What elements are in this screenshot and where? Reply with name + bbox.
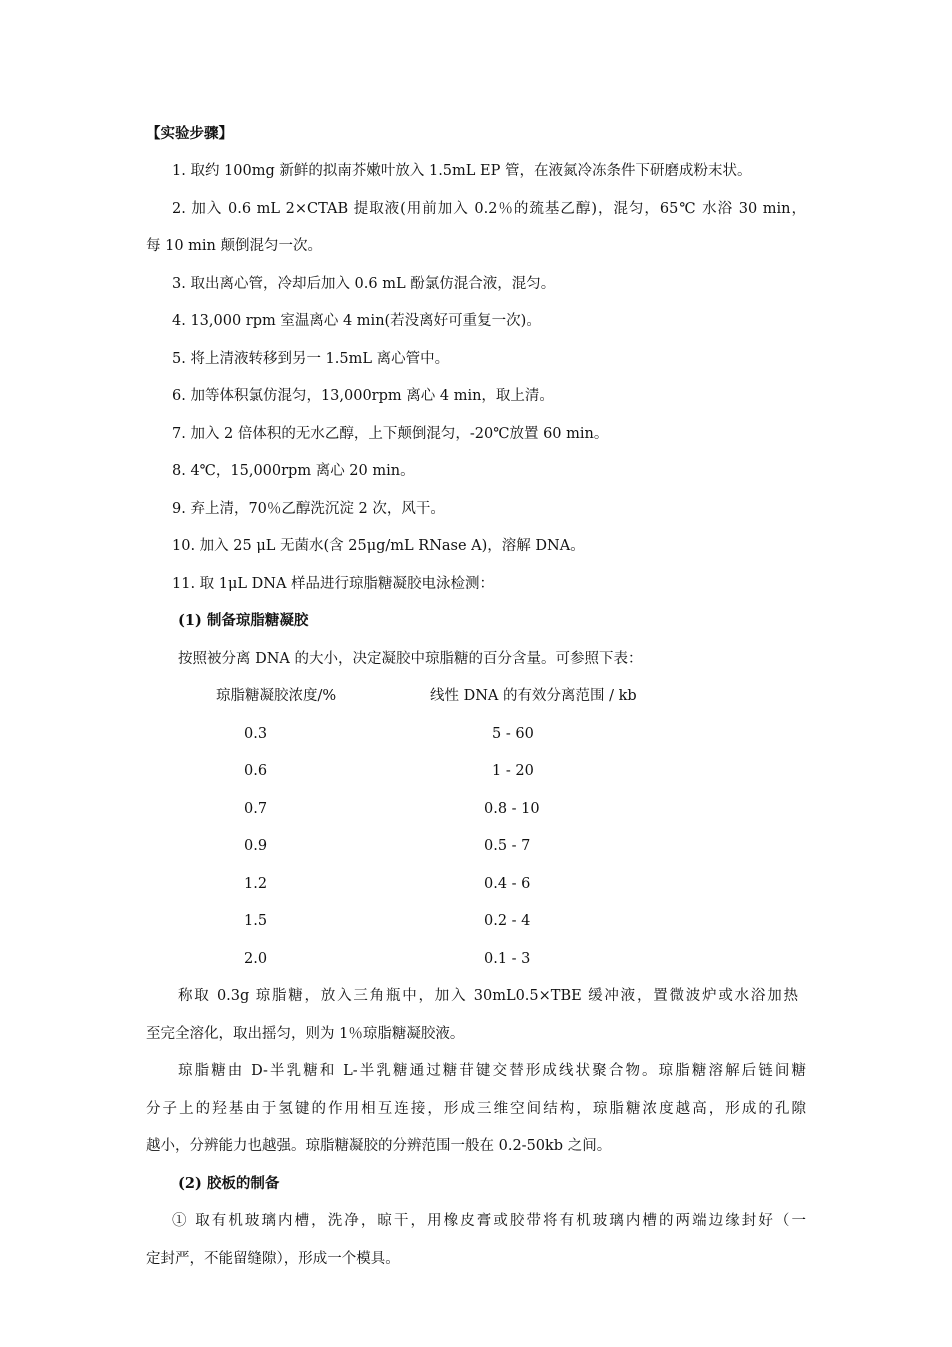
table-header-concentration: 琼脂糖凝胶浓度/% (216, 688, 337, 704)
table-cell-range: 0.1 - 3 (484, 951, 531, 967)
table-cell-concentration: 0.9 (244, 838, 268, 854)
step-2: 2. 加入 0.6 mL 2×CTAB 提取液(用前加入 0.2％的巯基乙醇)，混匀，65℃ 水浴 30 min， (172, 201, 806, 217)
step-6: 6. 加等体积氯仿混匀，13,000rpm 离心 4 min，取上清。 (172, 388, 554, 404)
subheading-prepare-gel: (1) 制备琼脂糖凝胶 (178, 612, 309, 629)
paragraph-plate-line-1: ① 取有机玻璃内槽，洗净，晾干，用橡皮膏或胶带将有机玻璃内槽的两端边缘封好（一 (172, 1213, 806, 1229)
table-cell-concentration: 0.6 (244, 763, 268, 779)
table-cell-range: 0.4 - 6 (484, 876, 531, 892)
paragraph-agarose-line-1: 琼脂糖由 D-半乳糖和 L-半乳糖通过糖苷键交替形成线状聚合物。琼脂糖溶解后链间糖 (178, 1063, 806, 1079)
step-10: 10. 加入 25 μL 无菌水(含 25μg/mL RNase A)，溶解 DNA。 (172, 538, 585, 554)
table-cell-concentration: 1.2 (244, 876, 268, 892)
step-5: 5. 将上清液转移到另一 1.5mL 离心管中。 (172, 351, 450, 367)
step-11: 11. 取 1μL DNA 样品进行琼脂糖凝胶电泳检测： (172, 576, 495, 592)
step-2-cont: 每 10 min 颠倒混匀一次。 (146, 238, 323, 254)
table-cell-concentration: 0.7 (244, 801, 268, 817)
table-cell-range: 5 - 60 (492, 726, 534, 742)
subheading-gel-plate: (2) 胶板的制备 (178, 1175, 280, 1192)
paragraph-agarose-line-3: 越小，分辨能力也越强。琼脂糖凝胶的分辨范围一般在 0.2-50kb 之间。 (146, 1138, 612, 1154)
table-cell-range: 0.5 - 7 (484, 838, 531, 854)
step-7: 7. 加入 2 倍体积的无水乙醇，上下颠倒混匀，-20℃放置 60 min。 (172, 426, 609, 442)
table-cell-range: 1 - 20 (492, 763, 534, 779)
table-cell-concentration: 2.0 (244, 951, 268, 967)
paragraph-agarose-line-2: 分子上的羟基由于氢键的作用相互连接，形成三维空间结构，琼脂糖浓度越高，形成的孔隙 (146, 1101, 806, 1117)
paragraph-weigh-line-2: 至完全溶化，取出摇匀，则为 1％琼脂糖凝胶液。 (146, 1026, 465, 1042)
table-cell-range: 0.8 - 10 (484, 801, 540, 817)
paragraph-weigh-line-1: 称取 0.3g 琼脂糖，放入三角瓶中，加入 30mL0.5×TBE 缓冲液，置微波炉或水浴加热 (178, 988, 798, 1004)
step-9: 9. 弃上清，70％乙醇洗沉淀 2 次，风干。 (172, 501, 445, 517)
paragraph-plate-line-2: 定封严，不能留缝隙），形成一个模具。 (146, 1251, 400, 1267)
step-8: 8. 4℃，15,000rpm 离心 20 min。 (172, 463, 415, 479)
table-cell-concentration: 1.5 (244, 913, 268, 929)
table-intro: 按照被分离 DNA 的大小，决定凝胶中琼脂糖的百分含量。可参照下表： (178, 651, 643, 667)
step-3: 3. 取出离心管，冷却后加入 0.6 mL 酚氯仿混合液，混匀。 (172, 276, 556, 292)
table-header-range: 线性 DNA 的有效分离范围 / kb (430, 688, 637, 704)
step-1: 1. 取约 100mg 新鲜的拟南芥嫩叶放入 1.5mL EP 管，在液氮冷冻条件下研磨成粉末状。 (172, 163, 752, 179)
section-title: 【实验步骤】 (146, 125, 233, 142)
step-4: 4. 13,000 rpm 室温离心 4 min(若没离好可重复一次)。 (172, 313, 541, 329)
table-cell-concentration: 0.3 (244, 726, 268, 742)
table-cell-range: 0.2 - 4 (484, 913, 531, 929)
